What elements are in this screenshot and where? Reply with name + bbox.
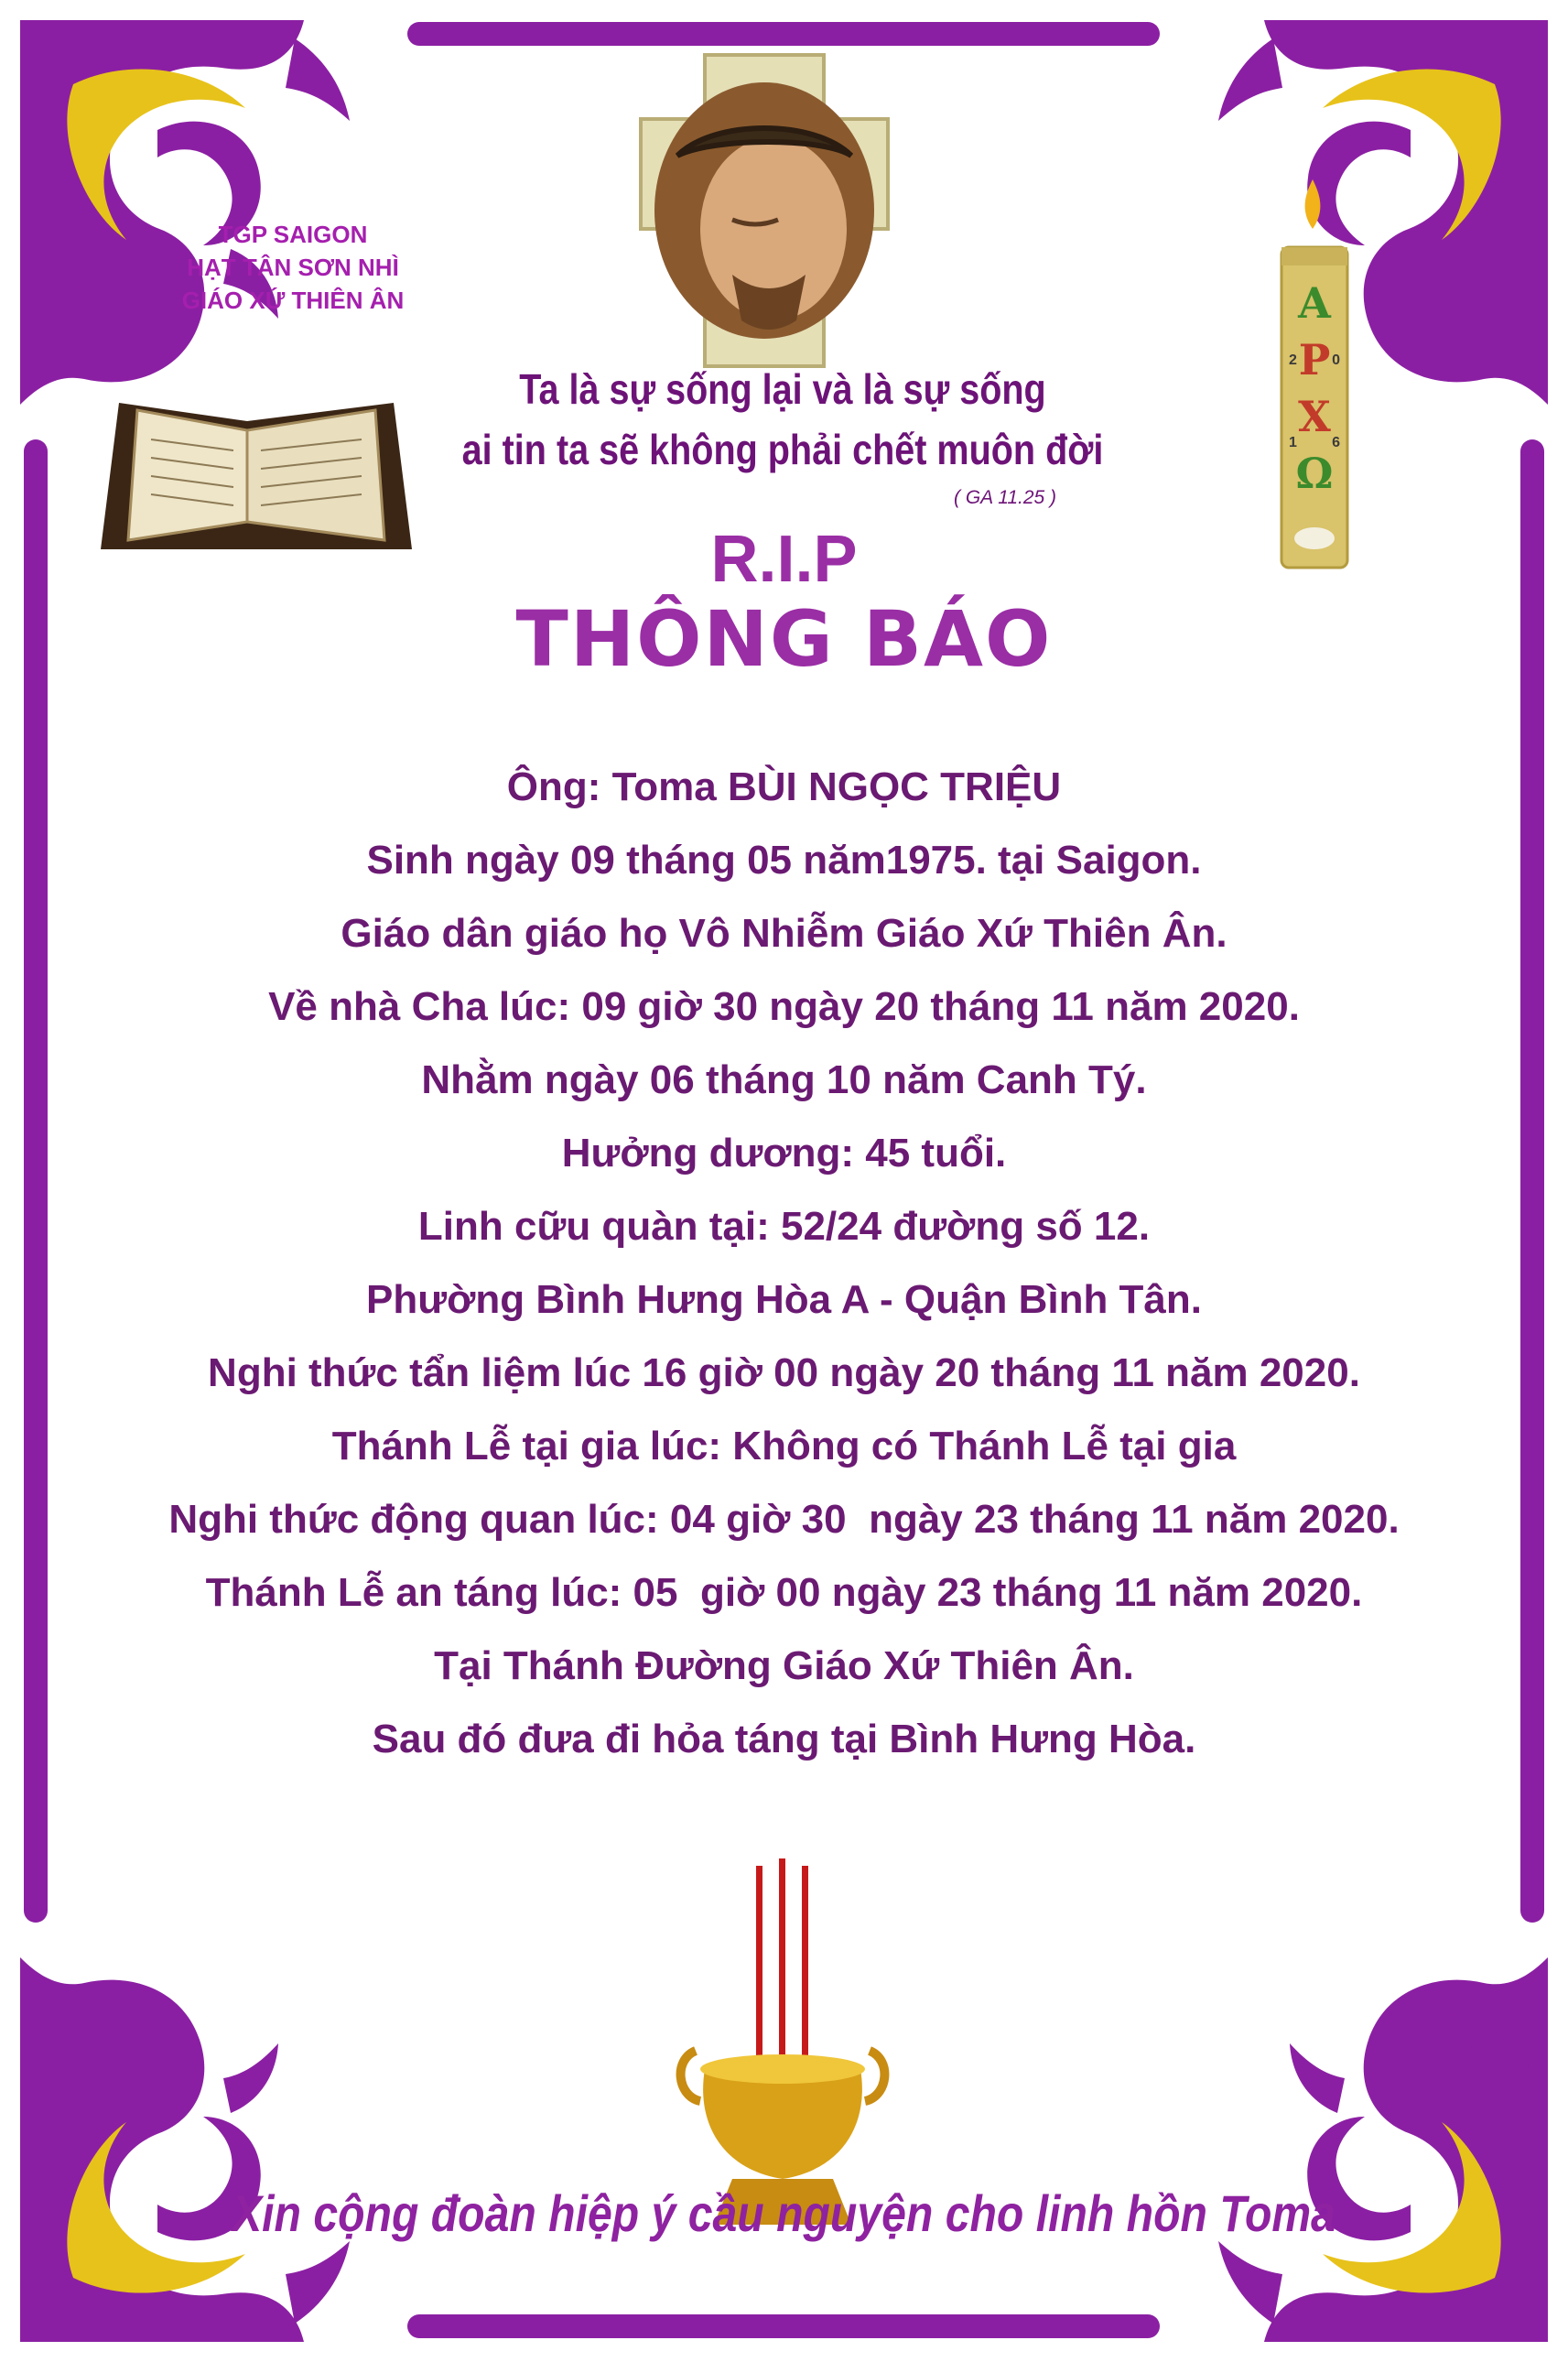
notice-line: Tại Thánh Đường Giáo Xứ Thiên Ân. (434, 1643, 1134, 1688)
notice-line: Nghi thức động quan lúc: 04 giờ 30 ngày 23 tháng 11 năm 2020. (168, 1497, 1400, 1542)
archdiocese-label: TGP SAIGON (218, 221, 368, 248)
scripture-verse (456, 359, 1109, 480)
candle-year-digit: 2 (1289, 352, 1297, 368)
notice-line: Giáo dân giáo họ Vô Nhiễm Giáo Xứ Thiên Ân. (341, 911, 1227, 956)
verse-reference: ( GA 11.25 ) (954, 487, 1057, 508)
prayer-request: Xin cộng đoàn hiệp ý cầu nguyện cho linh hồn Toma (232, 2184, 1336, 2242)
notice-line: Thánh Lễ tại gia lúc: Không có Thánh Lễ tại gia (331, 1424, 1237, 1468)
obituary-notice (73, 751, 1495, 1776)
candle-year-digit: 0 (1332, 352, 1340, 368)
candle-year-digit: 1 (1289, 435, 1297, 450)
notice-line: Về nhà Cha lúc: 09 giờ 30 ngày 20 tháng 11 năm 2020. (268, 984, 1300, 1029)
notice-line: Nghi thức tẩn liệm lúc 16 giờ 00 ngày 20 tháng 11 năm 2020. (208, 1350, 1360, 1395)
candle-letter-alpha: A (1298, 278, 1331, 328)
notice-line: Nhằm ngày 06 tháng 10 năm Canh Tý. (421, 1057, 1147, 1102)
notice-line: Thánh Lễ an táng lúc: 05 giờ 00 ngày 23 tháng 11 năm 2020. (205, 1570, 1363, 1615)
parish-label: GIÁO XỨ THIÊN ÂN (181, 287, 405, 314)
notice-line: Sau đó đưa đi hỏa táng tại Bình Hưng Hòa. (372, 1717, 1196, 1761)
parish-header (137, 218, 449, 317)
rip-heading: R.I.P (710, 523, 858, 596)
page-title: THÔNG BÁO (515, 594, 1053, 684)
verse-line: Ta là sự sống lại và là sự sống (519, 365, 1046, 413)
candle-letter-rho: P (1298, 335, 1331, 385)
deanery-label: HẠT TÂN SƠN NHÌ (187, 254, 399, 281)
verse-line: ai tin ta sẽ không phải chết muôn đời (461, 426, 1104, 473)
candle-year-digit: 6 (1332, 435, 1340, 450)
notice-line: Ông: Toma BÙI NGỌC TRIỆU (506, 764, 1062, 809)
candle-letter-omega: Ω (1295, 449, 1334, 498)
notice-line: Sinh ngày 09 tháng 05 năm1975. tại Saigon. (366, 838, 1202, 883)
notice-line: Phường Bình Hưng Hòa A - Quận Bình Tân. (366, 1277, 1202, 1322)
notice-line: Hưởng dương: 45 tuổi. (561, 1131, 1007, 1176)
notice-line: Linh cữu quàn tại: 52/24 đường số 12. (417, 1204, 1151, 1249)
candle-letter-chi: X (1298, 392, 1331, 441)
